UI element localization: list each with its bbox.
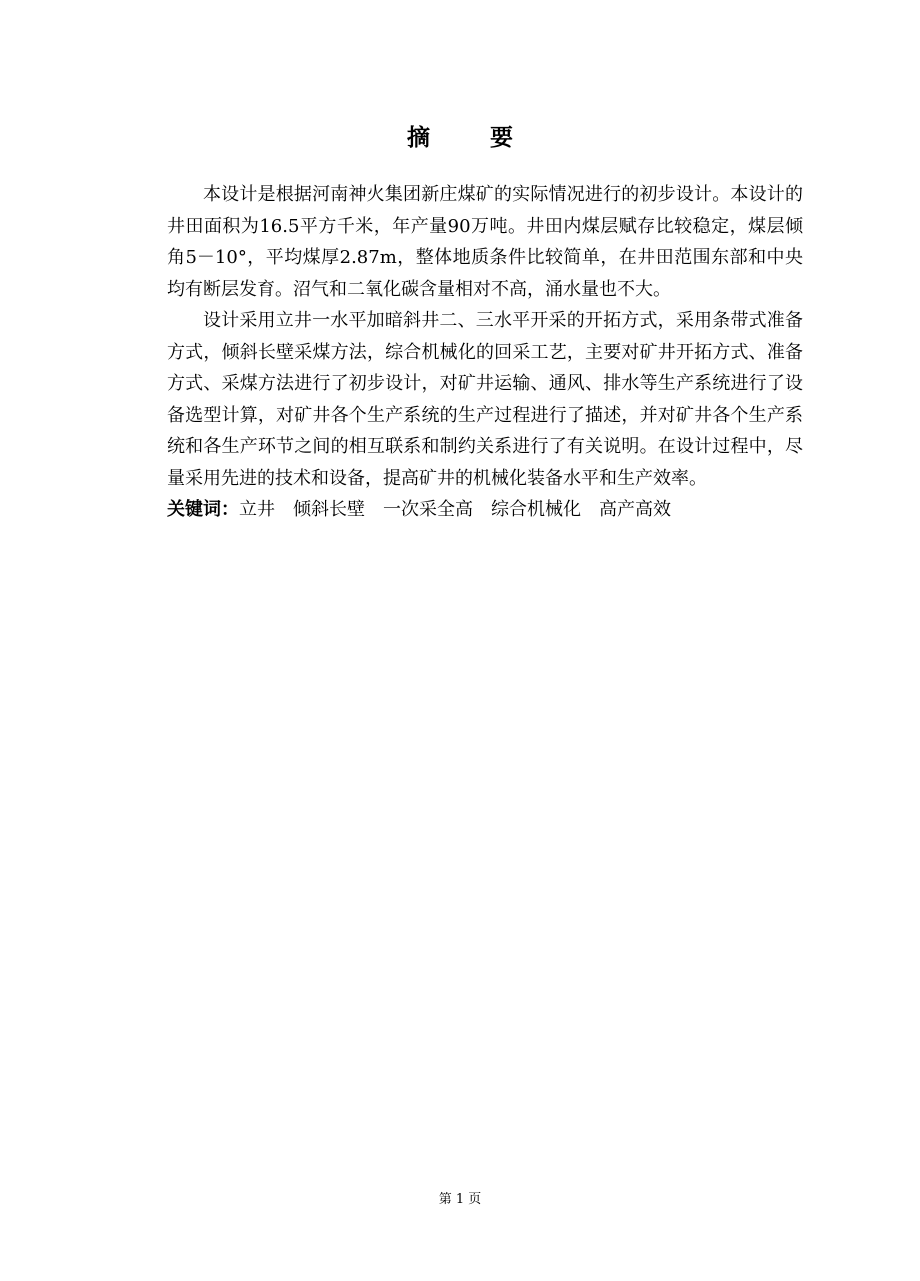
keywords-line [167,494,803,526]
keyword-item: 综合机械化 [491,499,581,520]
keyword-item: 立井 [239,499,275,520]
keyword-item: 高产高效 [599,499,671,520]
abstract-title: 摘 要 [406,125,539,151]
page-number: 第 1 页 [438,1192,482,1207]
keywords-label: 关键词： [167,499,239,520]
keyword-item: 倾斜长壁 [293,499,365,520]
abstract-paragraph-1: 本设计是根据河南神火集团新庄煤矿的实际情况进行的初步设计。本设计的井田面积为16.5平方千米，年产量90万吨。井田内煤层赋存比较稳定，煤层倾角5－10°，平均煤厚2.87m，整体地质条件比较简单，在井田范围东部和中央均有断层发育。沼气和二氧化碳含量相对不高，涌水量也不大。 [167,184,803,300]
abstract-paragraph-2: 设计采用立井一水平加暗斜井二、三水平开采的开拓方式，采用条带式准备方式，倾斜长壁采煤方法，综合机械化的回采工艺，主要对矿井开拓方式、准备方式、采煤方法进行了初步设计，对矿井运输、通风、排水等生产系统进行了设备选型计算，对矿井各个生产系统的生产过程进行了描述，并对矿井各个生产系统和各生产环节之间的相互联系和制约关系进行了有关说明。在设计过程中，尽量采用先进的技术和设备，提高矿井的机械化装备水平和生产效率。 [167,310,803,489]
keyword-item: 一次采全高 [383,499,473,520]
abstract-body [167,179,803,526]
